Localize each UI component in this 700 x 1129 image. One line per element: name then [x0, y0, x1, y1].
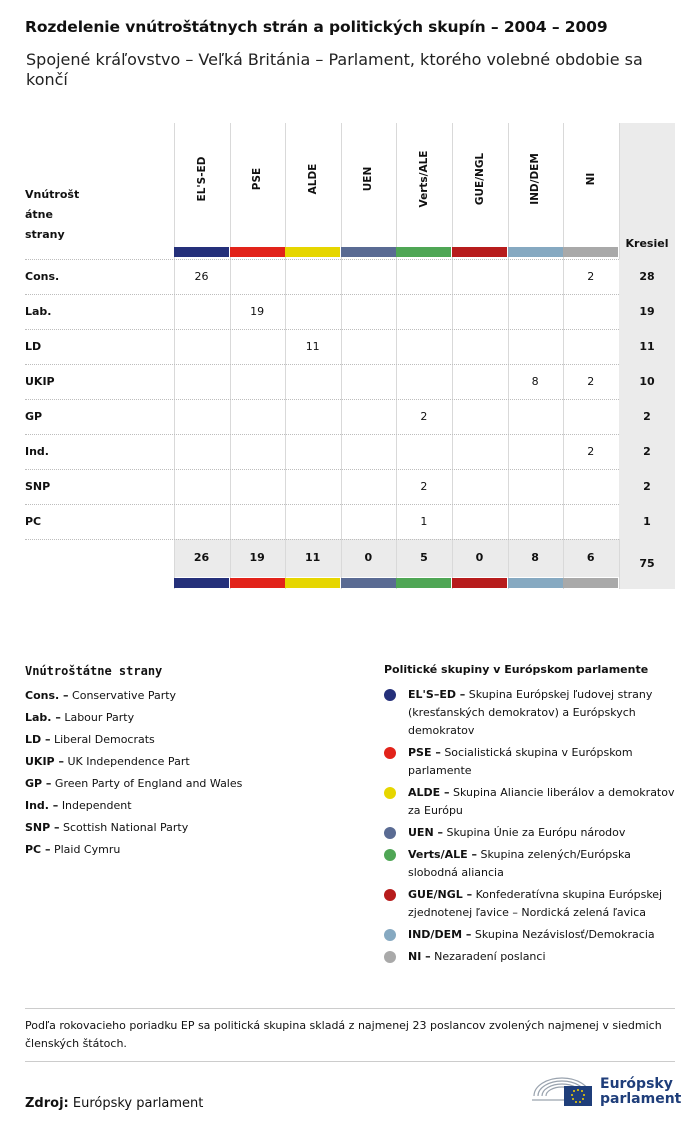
group-color-strip-bottom: [563, 578, 618, 588]
group-color-strip-bottom: [508, 578, 563, 588]
party-legend-abbr: UKIP –: [25, 755, 64, 768]
group-header-label: ALDE: [306, 163, 319, 195]
page-title: Rozdelenie vnútroštátnych strán a politických skupín – 2004 – 2009: [25, 18, 608, 36]
group-header-label: GUE/NGL: [473, 152, 486, 206]
group-color-dot-icon: [384, 849, 396, 861]
group-color-strip-bottom: [341, 578, 396, 588]
party-legend-title: Vnútroštátne strany: [25, 664, 163, 678]
table-row: [25, 434, 675, 469]
group-header: [396, 123, 451, 247]
party-legend-name: Plaid Cymru: [53, 843, 121, 856]
row-total-cell: 1: [619, 504, 675, 539]
seat-count-cell: 2: [587, 445, 595, 458]
party-abbr-cell: Ind.: [25, 445, 49, 458]
party-legend-item: [25, 709, 242, 731]
total-header-label: Kresiel: [625, 237, 669, 250]
group-total-cell: 11: [305, 551, 321, 564]
group-header: [285, 123, 340, 247]
source-value: Európsky parlament: [72, 1096, 204, 1111]
group-legend-abbr: PSE –: [408, 746, 441, 759]
party-legend-name: Independent: [61, 799, 132, 812]
row-total-cell: 10: [619, 364, 675, 399]
group-header-label: NI: [584, 172, 597, 186]
group-color-strip: [285, 247, 340, 257]
table-row: [25, 259, 675, 294]
footnote: Podľa rokovacieho poriadku EP sa politická skupina skladá z najmenej 23 poslancov zvolených najmenej v siedmich členských štátoch.: [25, 1019, 662, 1050]
row-total-cell: 11: [619, 329, 675, 364]
group-header: [174, 123, 229, 247]
group-color-strip-bottom: [230, 578, 285, 588]
group-header: [563, 123, 618, 247]
table-row: [25, 469, 675, 504]
group-legend-abbr: IND/DEM –: [408, 928, 472, 941]
group-color-dot-icon: [384, 787, 396, 799]
group-legend-abbr: ALDE –: [408, 786, 450, 799]
group-legend-name: Skupina Nezávislosť/Demokracia: [474, 928, 655, 941]
row-divider: [25, 539, 619, 540]
group-header: [452, 123, 507, 247]
party-legend-abbr: Ind. –: [25, 799, 59, 812]
group-total-cell: 6: [586, 551, 595, 564]
note-divider-top: [25, 1008, 675, 1009]
party-legend-name: Conservative Party: [72, 689, 177, 702]
group-legend-item: [384, 744, 676, 780]
group-color-dot-icon: [384, 747, 396, 759]
group-color-strip: [174, 247, 229, 257]
group-legend-name: Skupina Európskej ľudovej strany (kresťanských demokratov) a Európskych demokratov: [408, 688, 653, 737]
logo-line-2: parlament: [600, 1091, 682, 1107]
party-legend-item: [25, 687, 242, 709]
party-legend-name: Scottish National Party: [63, 821, 189, 834]
seat-count-cell: 19: [250, 305, 265, 318]
european-parliament-logo: [530, 1070, 680, 1114]
table-row: [25, 329, 675, 364]
group-legend-name: Konfederatívna skupina Európskej zjednotenej ľavice – Nordická zelená ľavica: [408, 888, 663, 919]
row-header-label: Vnútrošt átne strany: [25, 188, 80, 241]
group-legend-item: [384, 846, 676, 882]
group-legend-abbr: GUE/NGL –: [408, 888, 473, 901]
group-legend-item: [384, 824, 676, 842]
party-legend-item: [25, 753, 242, 775]
group-color-dot-icon: [384, 951, 396, 963]
party-legend-abbr: Lab. –: [25, 711, 61, 724]
group-color-strip: [508, 247, 563, 257]
row-total-cell: 28: [619, 259, 675, 294]
seat-count-cell: 2: [420, 410, 428, 423]
group-header: [230, 123, 285, 247]
group-header-label: PSE: [251, 167, 264, 191]
group-legend-title: Politické skupiny v Európskom parlamente: [384, 663, 649, 676]
party-abbr-cell: UKIP: [25, 375, 55, 388]
group-total-cell: 0: [475, 551, 484, 564]
group-color-strip-bottom: [285, 578, 340, 588]
group-legend-item: [384, 686, 676, 740]
seat-count-cell: 2: [420, 480, 428, 493]
total-header: [619, 123, 675, 259]
party-abbr-cell: PC: [25, 515, 42, 528]
note-divider-bottom: [25, 1061, 675, 1062]
party-abbr-cell: SNP: [25, 480, 51, 493]
party-legend-abbr: SNP –: [25, 821, 60, 834]
group-color-strip-bottom: [396, 578, 451, 588]
party-legend-item: [25, 797, 242, 819]
group-legend-item: [384, 948, 676, 966]
group-total-cell: 26: [193, 551, 210, 564]
party-abbr-cell: LD: [25, 340, 42, 353]
table-row: [25, 399, 675, 434]
row-total-cell: 2: [619, 469, 675, 504]
party-legend-item: [25, 841, 242, 863]
group-header: [341, 123, 396, 247]
table-row: [25, 294, 675, 329]
group-header: [508, 123, 563, 247]
seat-count-cell: 2: [587, 375, 595, 388]
group-total-cell: 8: [531, 551, 539, 564]
table-row: [25, 364, 675, 399]
grand-total: 75: [619, 539, 675, 589]
group-total-cell: 5: [420, 551, 428, 564]
row-total-cell: 2: [619, 399, 675, 434]
group-color-strip: [341, 247, 396, 257]
group-color-strip-bottom: [452, 578, 507, 588]
party-abbr-cell: Cons.: [25, 270, 60, 283]
group-legend-item: [384, 926, 676, 944]
group-legend-abbr: UEN –: [408, 826, 443, 839]
group-legend-abbr: EL'S–ED –: [408, 688, 466, 701]
group-header-label: IND/DEM: [529, 153, 542, 205]
group-legend-item: [384, 886, 676, 922]
party-legend-item: [25, 819, 242, 841]
group-color-dot-icon: [384, 689, 396, 701]
party-legend-name: Liberal Democrats: [53, 733, 155, 746]
group-legend-name: Nezaradení poslanci: [434, 950, 546, 963]
group-legend-name: Skupina zelených/Európska slobodná aliancia: [408, 848, 631, 879]
seat-count-cell: 26: [194, 270, 209, 283]
group-legend: [384, 686, 676, 970]
group-color-strip: [230, 247, 285, 257]
seat-count-cell: 11: [305, 340, 320, 353]
source-line: [25, 1096, 203, 1111]
party-legend-name: Green Party of England and Wales: [54, 777, 243, 790]
party-legend-item: [25, 731, 242, 753]
group-legend-abbr: NI –: [408, 950, 431, 963]
group-legend-name: Skupina Únie za Európu národov: [446, 826, 626, 839]
group-legend-item: [384, 784, 676, 820]
logo-line-1: Európsky: [600, 1076, 673, 1092]
parliament-hemicycle-icon: [530, 1070, 594, 1114]
party-legend-abbr: PC –: [25, 843, 51, 856]
party-abbr-cell: GP: [25, 410, 43, 423]
group-legend-name: Skupina Aliancie liberálov a demokratov za Európu: [408, 786, 675, 817]
group-legend-name: Socialistická skupina v Európskom parlamente: [408, 746, 633, 777]
party-legend-name: Labour Party: [64, 711, 135, 724]
group-total-cell: 0: [364, 551, 373, 564]
group-legend-abbr: Verts/ALE –: [408, 848, 477, 861]
seat-count-cell: 1: [420, 515, 428, 528]
group-header-label: Verts/ALE: [417, 150, 430, 208]
group-color-dot-icon: [384, 827, 396, 839]
seat-count-cell: 2: [587, 270, 595, 283]
party-legend-abbr: Cons. –: [25, 689, 69, 702]
party-legend-item: [25, 775, 242, 797]
party-abbr-cell: Lab.: [25, 305, 52, 318]
group-total-cell: 19: [249, 551, 265, 564]
table-row: [25, 504, 675, 539]
row-total-cell: 19: [619, 294, 675, 329]
party-legend-abbr: GP –: [25, 777, 52, 790]
group-color-strip: [563, 247, 618, 257]
group-header-label: UEN: [362, 166, 375, 192]
page-subtitle: Spojené kráľovstvo – Veľká Británia – Parlament, ktorého volebné obdobie sa končí: [26, 50, 643, 89]
row-total-cell: 2: [619, 434, 675, 469]
group-color-strip-bottom: [174, 578, 229, 588]
party-legend-abbr: LD –: [25, 733, 51, 746]
seat-count-cell: 8: [531, 375, 539, 388]
party-legend: [25, 687, 242, 863]
source-label: Zdroj:: [25, 1096, 69, 1111]
group-color-dot-icon: [384, 889, 396, 901]
group-color-strip: [396, 247, 451, 257]
group-color-strip: [452, 247, 507, 257]
party-legend-name: UK Independence Part: [67, 755, 190, 768]
group-color-dot-icon: [384, 929, 396, 941]
seat-distribution-table: [25, 123, 675, 593]
group-header-label: EL'S-ED: [195, 156, 208, 202]
